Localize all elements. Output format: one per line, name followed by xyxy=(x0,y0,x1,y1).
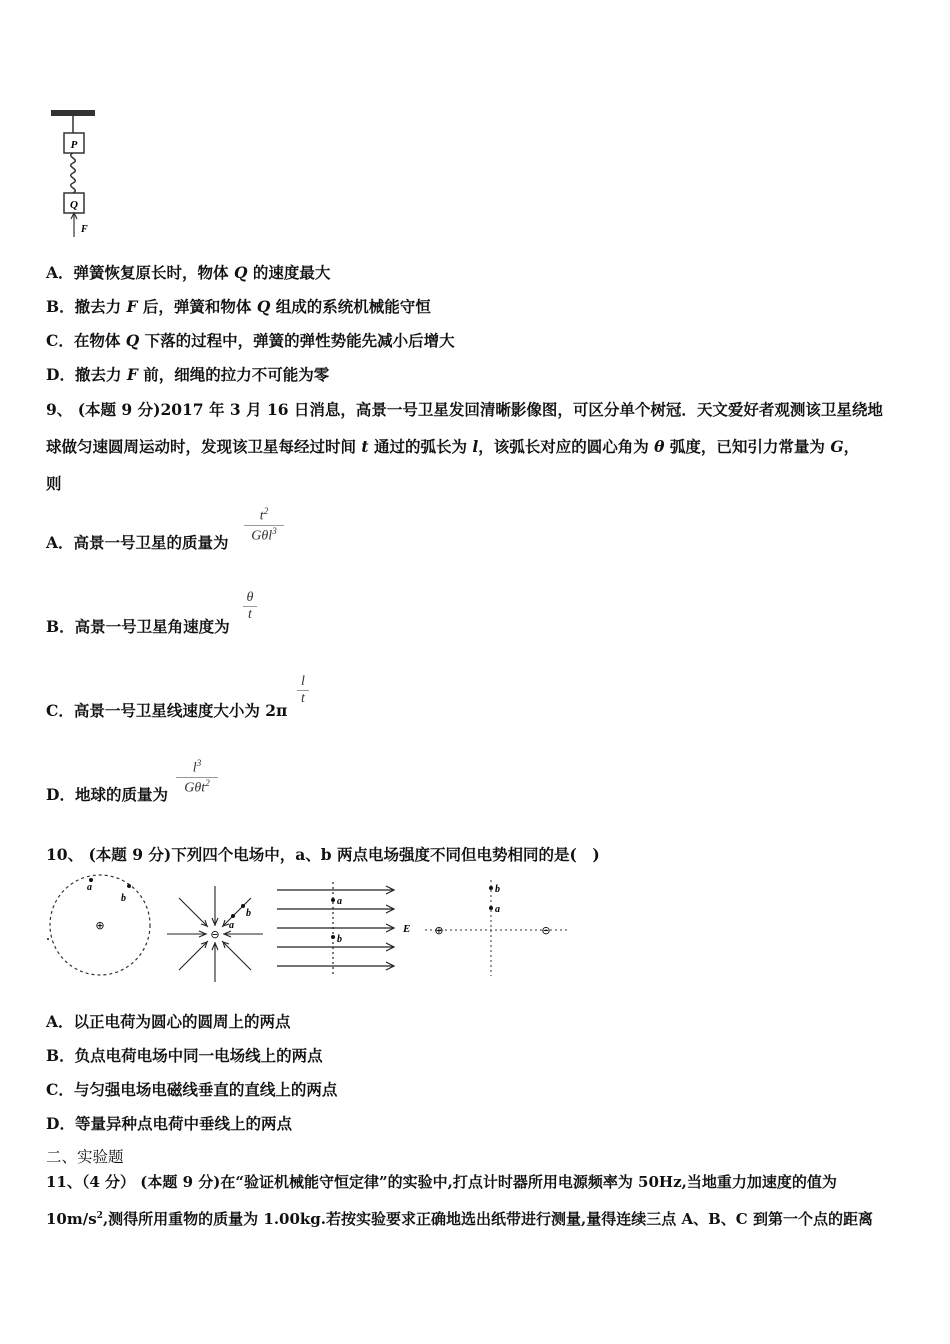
block-p-label: P xyxy=(70,139,78,151)
svg-text:a: a xyxy=(337,896,342,907)
negative-charge-icon: ⊖ xyxy=(210,928,220,941)
q9-option-b: B．高景一号卫星角速度为 xyxy=(46,617,230,636)
q8-option-c: C．在物体 Q 下落的过程中，弹簧的弹性势能先减小后增大 xyxy=(46,331,455,350)
q10-option-a: A．以正电荷为圆心的圆周上的两点 xyxy=(46,1012,291,1031)
svg-text:E: E xyxy=(403,923,411,935)
q9-stem-line2: 球做匀速圆周运动时，发现该卫星每经过时间 t 通过的弧长为 l，该弧长对应的圆心角为 θ 弧度，已知引力常量为 G， xyxy=(46,437,860,456)
svg-text:b: b xyxy=(337,934,342,945)
q9-option-a: A．高景一号卫星的质量为 xyxy=(46,533,229,552)
svg-text:b: b xyxy=(246,908,251,919)
q9-option-c-fraction: l t xyxy=(297,674,309,707)
block-q-label: Q xyxy=(70,199,78,211)
q10-option-b: B．负点电荷电场中同一电场线上的两点 xyxy=(46,1046,323,1065)
q10-stem: 10、 (本题 9 分)下列四个电场中，a、b 两点电场强度不同但电势相同的是( ) xyxy=(46,845,600,864)
negative-charge-icon: ⊖ xyxy=(541,924,551,937)
field-figure-dipole xyxy=(423,878,573,978)
svg-text:a: a xyxy=(495,904,500,915)
positive-charge-icon: ⊕ xyxy=(434,924,444,937)
q9-option-b-fraction: θ t xyxy=(243,590,257,623)
svg-text:a: a xyxy=(229,920,234,931)
q11-line1: 11、（4 分） (本题 9 分)在“验证机械能守恒定律”的实验中,打点计时器所用电源频率为 50Hz,当地重力加速度的值为 xyxy=(46,1173,837,1191)
svg-text:a: a xyxy=(87,882,92,893)
spring-coil xyxy=(71,153,76,193)
q9-stem-line1: 9、 (本题 9 分)2017 年 3 月 16 日消息，高景一号卫星发回清晰影像图，可区分单个树冠．天文爱好者观测该卫星绕地 xyxy=(46,400,883,419)
q9-option-c: C．高景一号卫星线速度大小为 2π xyxy=(46,701,288,720)
positive-charge-icon: ⊕ xyxy=(95,919,105,932)
q9-stem-line3: 则 xyxy=(46,474,62,493)
q8-option-d: D．撤去力 F 前，细绳的拉力不可能为零 xyxy=(46,365,330,384)
q9-option-d-fraction: $l^3$ Gθt$^2$ xyxy=(176,758,218,796)
q11-line2: $10m/s^2$,测得所用重物的质量为 1.00kg.若按实验要求正确地选出纸带进行测量,量得连续三点 A、B、C 到第一个点的距离 xyxy=(46,1210,873,1228)
q10-option-c: C．与匀强电场电磁线垂直的直线上的两点 xyxy=(46,1080,338,1099)
spring-block-diagram xyxy=(45,105,105,245)
q8-option-a: A．弹簧恢复原长时，物体 Q 的速度最大 xyxy=(46,263,331,282)
q8-option-b: B．撤去力 F 后，弹簧和物体 Q 组成的系统机械能守恒 xyxy=(46,297,431,316)
svg-text:b: b xyxy=(495,884,500,895)
q9-option-a-fraction: $t^2$ Gθl$^3$ xyxy=(244,506,284,544)
q9-option-d: D．地球的质量为 xyxy=(46,785,168,804)
field-figure-positive-circle xyxy=(45,872,165,982)
field-figure-uniform xyxy=(273,880,423,980)
section-title: 二、实验题 xyxy=(46,1148,124,1166)
field-figure-negative-charge xyxy=(165,884,265,984)
q10-option-d: D．等量异种点电荷中垂线上的两点 xyxy=(46,1114,292,1133)
svg-text:b: b xyxy=(121,893,126,904)
force-label: F xyxy=(81,224,88,235)
